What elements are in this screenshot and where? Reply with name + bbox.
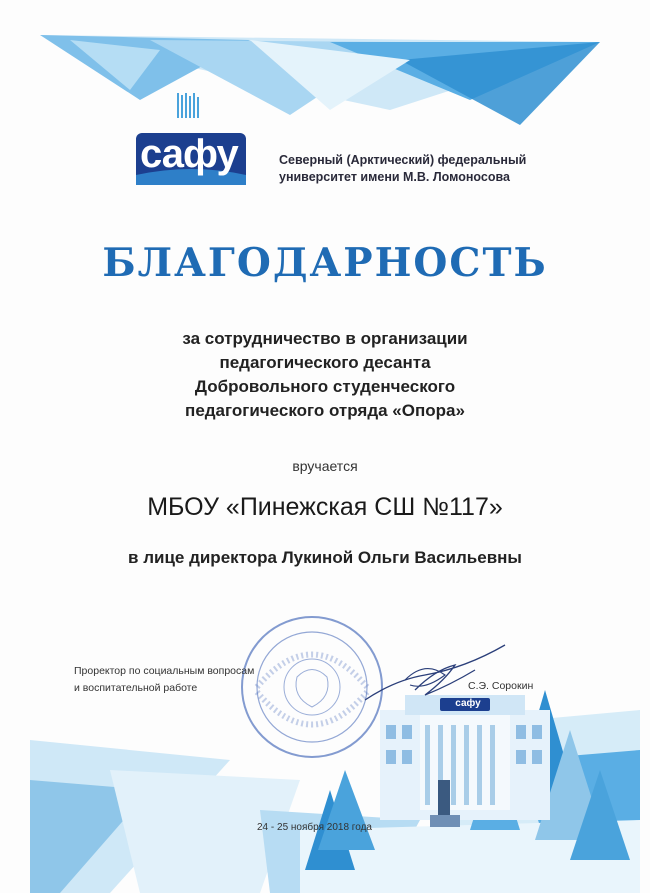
signer-name: С.Э. Сорокин (468, 680, 534, 692)
awarded-label: вручается (292, 458, 358, 474)
recipient-name: МБОУ «Пинежская СШ №117» (147, 493, 503, 521)
recipient-person: в лице директора Лукиной Ольги Васильевны (128, 548, 522, 567)
reason-line3: Добровольного студенческого (194, 377, 456, 396)
reason-line4: педагогического отряда «Опора» (185, 401, 465, 420)
building-sign: сафу (455, 698, 481, 709)
top-ice-decoration (0, 0, 650, 170)
certificate-title: БЛАГОДАРНОСТЬ (102, 240, 548, 286)
signer-role (74, 663, 314, 697)
logo-wordmark: сафу (140, 132, 238, 176)
reason-text (0, 327, 650, 423)
reason-line1: за сотрудничество в организации (182, 329, 468, 348)
university-name-line1: Северный (Арктический) федеральный (279, 153, 527, 167)
event-date: 24 - 25 ноября 2018 года (257, 822, 372, 833)
reason-line2: педагогического десанта (219, 353, 431, 372)
signer-role-line1: Проректор по социальным вопросам (74, 665, 255, 677)
university-name-line2: университет имени М.В. Ломоносова (279, 170, 510, 184)
signer-role-line2: и воспитательной работе (74, 682, 198, 694)
handwritten-signature (355, 640, 515, 710)
university-name (279, 152, 569, 186)
